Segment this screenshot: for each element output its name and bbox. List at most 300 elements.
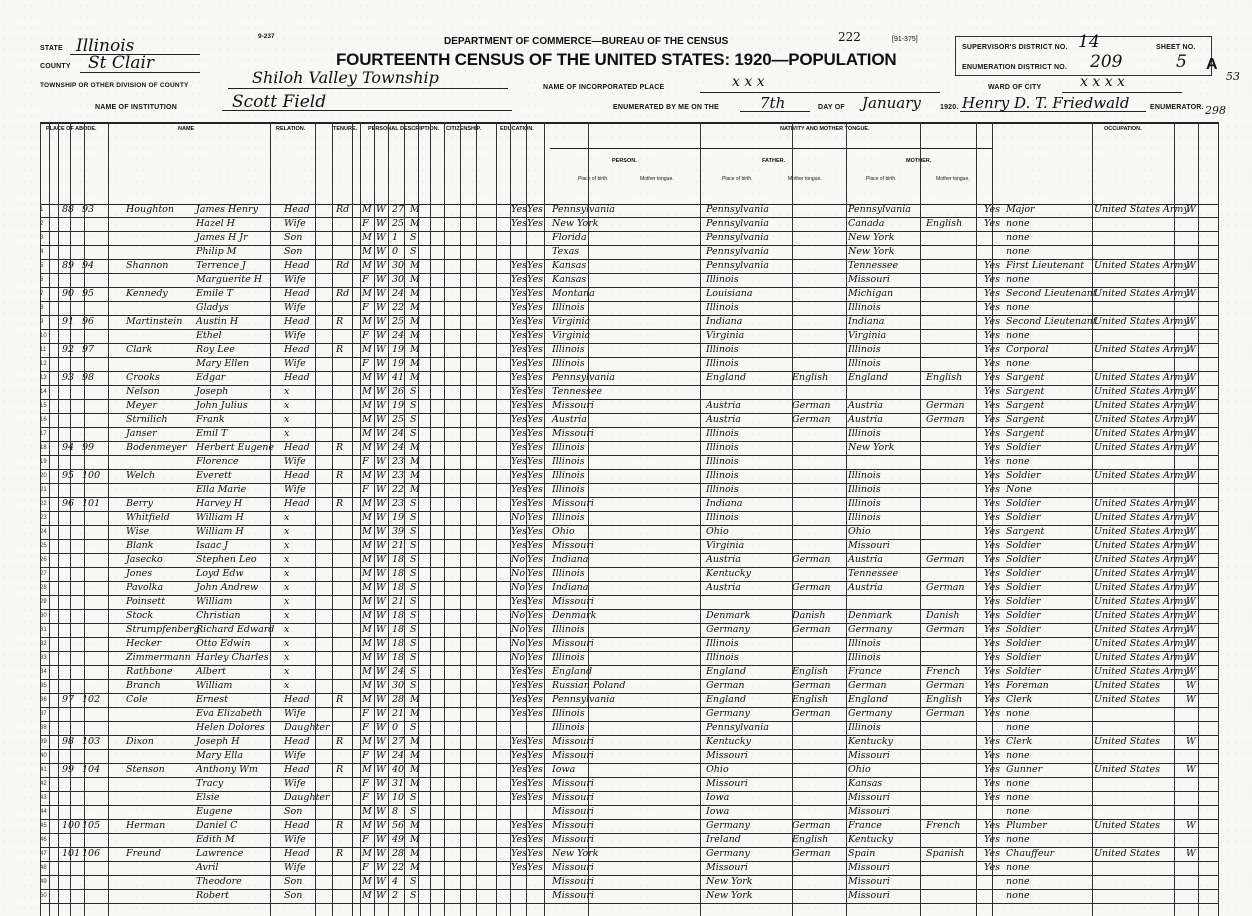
cell-w: Yes [527, 442, 543, 453]
cell-age: 24 [392, 428, 405, 439]
cell-dw: 88 [62, 204, 75, 215]
cell-ms: S [410, 652, 417, 663]
cell-eng: Yes [984, 456, 1000, 467]
cell-ind: United States Army [1094, 610, 1189, 621]
cell-fam: 98 [82, 372, 95, 383]
cell-eng: Yes [984, 260, 1000, 271]
cell-occ: none [1006, 246, 1030, 257]
cell-occ: Sargent [1006, 526, 1045, 537]
cell-pob: Russian Poland [552, 680, 626, 691]
cell-fpob: New York [706, 890, 753, 901]
cell-r: Yes [511, 274, 527, 285]
cell-r: Yes [511, 820, 527, 831]
sub-person-pob: Place of birth. [578, 176, 609, 182]
cell-sex: F [362, 274, 369, 285]
cell-sex: F [362, 218, 369, 229]
cell-sex: M [362, 260, 372, 271]
cell-ln: 33 [40, 655, 47, 661]
census-row [40, 414, 1218, 428]
cell-ind: United States Army [1094, 386, 1189, 397]
cell-r: Yes [511, 736, 527, 747]
cell-ms: S [410, 722, 417, 733]
census-row [40, 792, 1218, 806]
cell-ms: M [410, 470, 420, 481]
cell-rel: Wife [284, 218, 306, 229]
cell-fpob: Illinois [706, 428, 739, 439]
cell-mpob: Illinois [848, 428, 881, 439]
cell-ms: S [410, 610, 417, 621]
cell-eng: Yes [984, 568, 1000, 579]
cell-ms: S [410, 232, 417, 243]
cell-w: Yes [527, 428, 543, 439]
cell-r: Yes [511, 862, 527, 873]
cell-given: Hazel H [196, 218, 235, 229]
census-row [40, 820, 1218, 834]
census-row [40, 554, 1218, 568]
cell-ln: 37 [40, 711, 47, 717]
cell-surname: Janser [126, 428, 157, 439]
cell-surname: Whitfield [126, 512, 170, 523]
cell-eng: Yes [984, 652, 1000, 663]
cell-ln: 44 [40, 809, 47, 815]
cell-mpob: Austria [848, 554, 883, 565]
cell-dw: 89 [62, 260, 75, 271]
cell-race: W [376, 540, 386, 551]
cell-ln: 28 [40, 585, 47, 591]
cell-occ: Sargent [1006, 428, 1045, 439]
cell-dw: 96 [62, 498, 75, 509]
cell-ind: United States Army [1094, 512, 1189, 523]
cell-fpob: Illinois [706, 302, 739, 313]
cell-rel: Son [284, 806, 303, 817]
cell-given: Frank [196, 414, 225, 425]
census-row [40, 302, 1218, 316]
form-code: [91-375] [892, 36, 918, 43]
cell-fam: 95 [82, 288, 95, 299]
cell-race: W [376, 274, 386, 285]
institution-value: Scott Field [232, 92, 327, 112]
cell-race: W [376, 232, 386, 243]
cell-w: Yes [527, 540, 543, 551]
cell-occ: Soldier [1006, 666, 1041, 677]
cell-pob: Missouri [552, 806, 594, 817]
cell-fpob: Illinois [706, 344, 739, 355]
cell-sex: M [362, 680, 372, 691]
cell-cls: W [1186, 638, 1196, 649]
cell-pob: Illinois [552, 568, 585, 579]
cell-pob: Pennsylvania [552, 694, 615, 705]
cell-eng: Yes [984, 750, 1000, 761]
cell-eng: Yes [984, 288, 1000, 299]
cell-pob: Missouri [552, 778, 594, 789]
census-row [40, 358, 1218, 372]
cell-age: 21 [392, 708, 405, 719]
sub-mother: MOTHER. [906, 158, 932, 164]
cell-occ: Gunner [1006, 764, 1043, 775]
cell-fam: 100 [82, 470, 101, 481]
cell-ind: United States Army [1094, 540, 1189, 551]
cell-given: Helen Dolores [196, 722, 265, 733]
cell-mpob: Austria [848, 400, 883, 411]
cell-mpob: England [848, 694, 889, 705]
cell-w: Yes [527, 274, 543, 285]
cell-occ: none [1006, 722, 1030, 733]
cell-mpob: Ohio [848, 764, 871, 775]
cell-mtongue: German [926, 624, 965, 635]
cell-cls: W [1186, 624, 1196, 635]
cell-given: Philip M [196, 246, 237, 257]
cell-ind: United States Army [1094, 624, 1189, 635]
cell-ftongue: German [792, 582, 831, 593]
cell-pob: Illinois [552, 722, 585, 733]
cell-age: 24 [392, 750, 405, 761]
cell-age: 23 [392, 470, 405, 481]
cell-ten: R [336, 470, 344, 481]
cell-occ: Corporal [1006, 344, 1049, 355]
cell-sex: M [362, 568, 372, 579]
cell-race: W [376, 442, 386, 453]
enumerated-label: ENUMERATED BY ME ON THE [613, 104, 719, 111]
census-row [40, 596, 1218, 610]
cell-eng: Yes [984, 610, 1000, 621]
cell-race: W [376, 512, 386, 523]
cell-pob: Missouri [552, 400, 594, 411]
cell-w: Yes [527, 568, 543, 579]
cell-occ: Soldier [1006, 442, 1041, 453]
cell-surname: Pavolka [126, 582, 164, 593]
cell-pob: Kansas [552, 260, 587, 271]
cell-occ: Clerk [1006, 694, 1033, 705]
cell-sex: F [362, 792, 369, 803]
cell-w: Yes [527, 666, 543, 677]
margin-number-1: 53 [1226, 70, 1240, 83]
cell-race: W [376, 778, 386, 789]
cell-ms: M [410, 778, 420, 789]
cell-given: Edgar [196, 372, 226, 383]
cell-occ: Soldier [1006, 568, 1041, 579]
cell-w: Yes [527, 554, 543, 565]
cell-ms: S [410, 526, 417, 537]
cell-mpob: Illinois [848, 512, 881, 523]
cell-ten: Rd [336, 260, 350, 271]
cell-ms: S [410, 414, 417, 425]
census-row [40, 484, 1218, 498]
column-rule [1218, 122, 1219, 916]
cell-dw: 95 [62, 470, 75, 481]
cell-age: 40 [392, 764, 405, 775]
cell-r: No [511, 582, 526, 593]
cell-given: Gladys [196, 302, 229, 313]
cell-given: Ella Marie [196, 484, 247, 495]
cell-r: Yes [511, 204, 527, 215]
cell-r: Yes [511, 484, 527, 495]
cell-ln: 42 [40, 781, 47, 787]
cell-fpob: Illinois [706, 442, 739, 453]
cell-eng: Yes [984, 400, 1000, 411]
cell-rel: Daughter [284, 792, 330, 803]
cell-mpob: Germany [848, 708, 892, 719]
cell-ms: M [410, 204, 420, 215]
cell-surname: Houghton [126, 204, 174, 215]
cell-rel: Head [284, 764, 310, 775]
cell-r: Yes [511, 778, 527, 789]
cell-mpob: Illinois [848, 358, 881, 369]
cell-fpob: Kentucky [706, 736, 751, 747]
cell-ln: 19 [40, 459, 47, 465]
cell-race: W [376, 414, 386, 425]
cell-w: Yes [527, 610, 543, 621]
cell-mpob: Illinois [848, 484, 881, 495]
cell-pob: Pennsylvania [552, 372, 615, 383]
cell-fpob: Austria [706, 400, 741, 411]
cell-cls: W [1186, 470, 1196, 481]
cell-eng: Yes [984, 540, 1000, 551]
cell-age: 26 [392, 386, 405, 397]
cell-sex: M [362, 806, 372, 817]
cell-ftongue: German [792, 680, 831, 691]
cell-mpob: German [848, 680, 887, 691]
cell-ind: United States [1094, 680, 1161, 691]
cell-ln: 50 [40, 893, 47, 899]
cell-w: Yes [527, 456, 543, 467]
cell-mpob: Denmark [848, 610, 893, 621]
cell-eng: Yes [984, 372, 1000, 383]
cell-mtongue: German [926, 414, 965, 425]
cell-sex: F [362, 750, 369, 761]
cell-ind: United States Army [1094, 582, 1189, 593]
cell-pob: Missouri [552, 638, 594, 649]
cell-mpob: Tennessee [848, 568, 899, 579]
cell-w: Yes [527, 372, 543, 383]
cell-ten: R [336, 498, 344, 509]
cell-r: Yes [511, 848, 527, 859]
census-row [40, 736, 1218, 750]
cell-eng: Yes [984, 848, 1000, 859]
cell-ln: 11 [40, 347, 47, 353]
cell-fpob: Germany [706, 848, 750, 859]
group-place-of-abode: PLACE OF ABODE. [46, 126, 97, 132]
cell-fam: 101 [82, 498, 101, 509]
cell-occ: Second Lieutenant [1006, 316, 1097, 327]
cell-race: W [376, 288, 386, 299]
cell-age: 4 [392, 876, 399, 887]
cell-pob: Montana [552, 288, 595, 299]
cell-ten: R [336, 736, 344, 747]
cell-mpob: England [848, 372, 889, 383]
cell-sex: M [362, 386, 372, 397]
cell-race: W [376, 358, 386, 369]
cell-ln: 7 [40, 291, 44, 297]
cell-w: Yes [527, 778, 543, 789]
census-row [40, 470, 1218, 484]
cell-race: W [376, 582, 386, 593]
state-label: STATE [40, 45, 63, 52]
cell-pob: Illinois [552, 624, 585, 635]
cell-ms: M [410, 456, 420, 467]
cell-mpob: Tennessee [848, 260, 899, 271]
cell-cls: W [1186, 666, 1196, 677]
cell-fpob: Germany [706, 624, 750, 635]
cell-rel: x [284, 610, 290, 621]
cell-ms: M [410, 274, 420, 285]
cell-mtongue: English [926, 372, 963, 383]
cell-ln: 29 [40, 599, 47, 605]
cell-fam: 102 [82, 694, 101, 705]
cell-fpob: Austria [706, 554, 741, 565]
cell-occ: none [1006, 708, 1030, 719]
cell-r: Yes [511, 498, 527, 509]
cell-r: Yes [511, 680, 527, 691]
cell-occ: Soldier [1006, 596, 1041, 607]
cell-rel: Head [284, 848, 310, 859]
cell-ind: United States Army [1094, 204, 1189, 215]
cell-given: Florence [196, 456, 239, 467]
cell-w: Yes [527, 848, 543, 859]
cell-cls: W [1186, 526, 1196, 537]
cell-given: Emile T [196, 288, 233, 299]
cell-race: W [376, 694, 386, 705]
cell-race: W [376, 652, 386, 663]
cell-sex: M [362, 638, 372, 649]
margin-number-2: 298 [1205, 104, 1226, 117]
cell-sex: M [362, 652, 372, 663]
cell-w: Yes [527, 358, 543, 369]
cell-race: W [376, 526, 386, 537]
cell-race: W [376, 470, 386, 481]
census-row [40, 456, 1218, 470]
cell-ln: 25 [40, 543, 47, 549]
cell-age: 18 [392, 652, 405, 663]
cell-race: W [376, 204, 386, 215]
cell-w: Yes [527, 820, 543, 831]
cell-pob: Kansas [552, 274, 587, 285]
cell-rel: x [284, 638, 290, 649]
cell-rel: Head [284, 498, 310, 509]
cell-r: Yes [511, 834, 527, 845]
cell-ln: 2 [40, 221, 44, 227]
cell-ind: United States Army [1094, 260, 1189, 271]
cell-sex: M [362, 414, 372, 425]
cell-ln: 31 [40, 627, 47, 633]
cell-r: Yes [511, 750, 527, 761]
census-row [40, 204, 1218, 218]
census-row [40, 722, 1218, 736]
cell-cls: W [1186, 568, 1196, 579]
cell-given: Daniel C [196, 820, 238, 831]
cell-mtongue: English [926, 218, 963, 229]
cell-ln: 17 [40, 431, 47, 437]
cell-rel: Wife [284, 862, 306, 873]
cell-ind: United States Army [1094, 442, 1189, 453]
cell-w: Yes [527, 288, 543, 299]
sub-mother-tongue: Mother tongue. [936, 176, 970, 182]
cell-rel: Son [284, 876, 303, 887]
cell-pob: Texas [552, 246, 580, 257]
cell-given: Herbert Eugene [196, 442, 275, 453]
cell-rel: Wife [284, 274, 306, 285]
cell-ten: Rd [336, 204, 350, 215]
enumerated-day: 7th [760, 94, 786, 112]
cell-race: W [376, 764, 386, 775]
cell-eng: Yes [984, 708, 1000, 719]
cell-sex: F [362, 358, 369, 369]
census-row [40, 568, 1218, 582]
cell-age: 28 [392, 694, 405, 705]
cell-rel: x [284, 414, 290, 425]
cell-mpob: France [848, 820, 882, 831]
cell-r: Yes [511, 428, 527, 439]
cell-eng: Yes [984, 764, 1000, 775]
cell-ms: S [410, 498, 417, 509]
cell-sex: F [362, 862, 369, 873]
cell-ms: S [410, 554, 417, 565]
cell-sex: M [362, 400, 372, 411]
cell-eng: Yes [984, 204, 1000, 215]
cell-r: Yes [511, 302, 527, 313]
cell-ln: 16 [40, 417, 47, 423]
cell-ind: United States Army [1094, 414, 1189, 425]
cell-eng: Yes [984, 554, 1000, 565]
cell-cls: W [1186, 554, 1196, 565]
cell-fpob: Illinois [706, 358, 739, 369]
cell-fpob: Pennsylvania [706, 260, 769, 271]
census-row [40, 316, 1218, 330]
cell-race: W [376, 302, 386, 313]
sub-mother-pob: Place of birth. [866, 176, 897, 182]
cell-ms: S [410, 680, 417, 691]
cell-pob: Illinois [552, 456, 585, 467]
incorporated-label: NAME OF INCORPORATED PLACE [543, 84, 665, 91]
cell-mtongue: Spanish [926, 848, 965, 859]
cell-rel: x [284, 652, 290, 663]
cell-ms: S [410, 582, 417, 593]
cell-sex: M [362, 540, 372, 551]
township-label: TOWNSHIP OR OTHER DIVISION OF COUNTY [40, 82, 189, 89]
cell-surname: Stock [126, 610, 154, 621]
cell-eng: Yes [984, 470, 1000, 481]
cell-mpob: Missouri [848, 876, 890, 887]
cell-mpob: Illinois [848, 638, 881, 649]
cell-fpob: Illinois [706, 470, 739, 481]
group-tenure: TENURE. [333, 126, 358, 132]
cell-eng: Yes [984, 820, 1000, 831]
cell-rel: Wife [284, 708, 306, 719]
cell-eng: Yes [984, 666, 1000, 677]
cell-age: 39 [392, 526, 405, 537]
cell-fpob: Austria [706, 582, 741, 593]
cell-sex: M [362, 498, 372, 509]
cell-w: Yes [527, 218, 543, 229]
cell-r: Yes [511, 316, 527, 327]
cell-rel: x [284, 666, 290, 677]
cell-eng: Yes [984, 680, 1000, 691]
cell-mpob: Missouri [848, 792, 890, 803]
cell-w: Yes [527, 526, 543, 537]
cell-sex: M [362, 512, 372, 523]
cell-pob: Illinois [552, 708, 585, 719]
cell-race: W [376, 820, 386, 831]
cell-r: Yes [511, 414, 527, 425]
cell-ind: United States [1094, 736, 1161, 747]
cell-ftongue: German [792, 414, 831, 425]
cell-age: 22 [392, 484, 405, 495]
cell-rel: x [284, 540, 290, 551]
cell-race: W [376, 400, 386, 411]
cell-surname: Cole [126, 694, 148, 705]
cell-occ: Plumber [1006, 820, 1047, 831]
census-title: FOURTEENTH CENSUS OF THE UNITED STATES: 1920—POPULATION [336, 50, 897, 69]
cell-w: Yes [527, 316, 543, 327]
